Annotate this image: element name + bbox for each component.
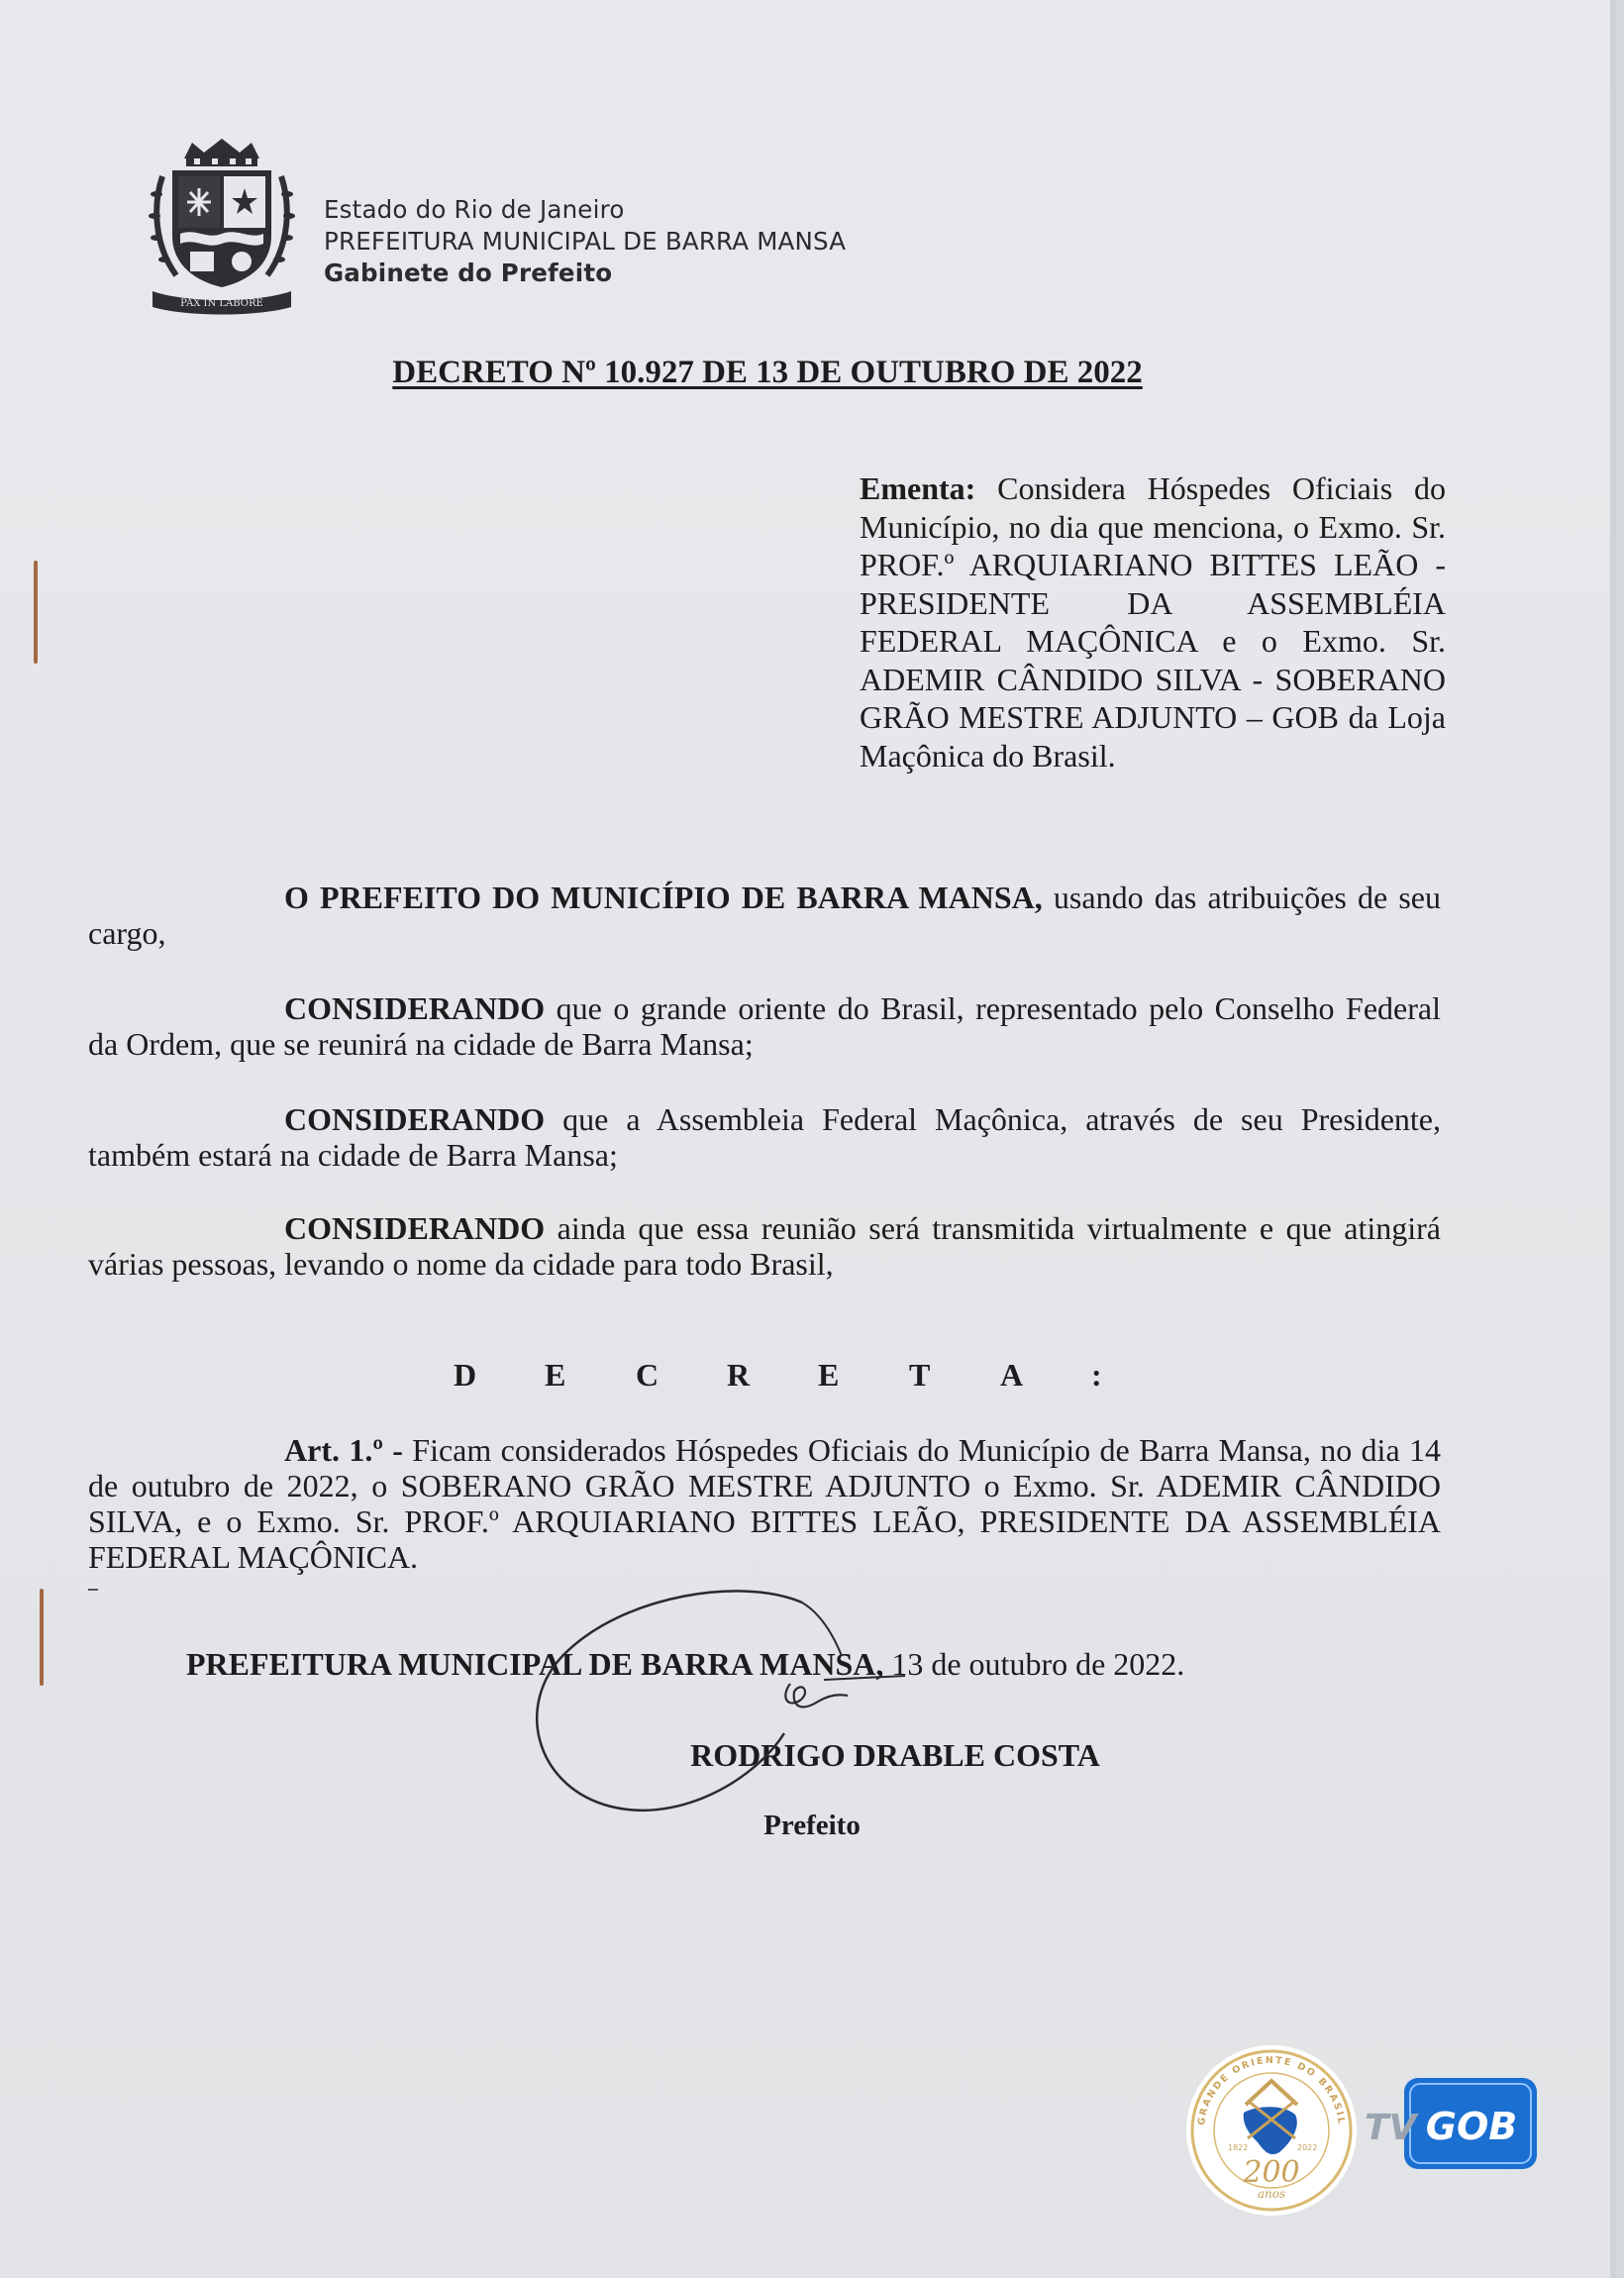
considerando-1-text: que o grande oriente do Brasil, representado pelo Conselho Federal da Ordem, que se reunirá na cidade de Barra Mansa; xyxy=(88,990,1441,1062)
staple-mark xyxy=(40,1589,44,1686)
closing-place: PREFEITURA MUNICIPAL DE BARRA MANSA, xyxy=(186,1646,884,1682)
decreta-letter: A xyxy=(1000,1357,1024,1393)
seal-word: anos xyxy=(1257,2187,1286,2201)
state-name: Estado do Rio de Janeiro xyxy=(324,195,625,224)
decreta-letter: R xyxy=(727,1357,751,1393)
decreta-letter: : xyxy=(1091,1357,1102,1393)
seal-year-left: 1822 xyxy=(1228,2143,1249,2152)
tv-gob-logo xyxy=(1359,2074,1543,2177)
decreta-letter: D xyxy=(454,1357,477,1393)
letterhead xyxy=(324,194,846,289)
municipal-crest-icon xyxy=(147,137,297,317)
dash-mark xyxy=(88,1589,98,1591)
signer-role: Prefeito xyxy=(763,1810,861,1841)
paragraph-considerando-3 xyxy=(88,1210,1441,1282)
decreta-letter: E xyxy=(818,1357,840,1393)
office-name: Gabinete do Prefeito xyxy=(324,259,613,287)
seal-number: 200 xyxy=(1243,2155,1300,2190)
article-1-label: Art. 1.º - xyxy=(284,1432,403,1468)
considerando-2-text: que a Assembleia Federal Maçônica, através de seu Presidente, também estará na cidade de Barra Mansa; xyxy=(88,1101,1441,1173)
decreta-heading xyxy=(454,1357,1182,1394)
tv-text: TV xyxy=(1365,2108,1417,2148)
ementa-text: Considera Hóspedes Oficiais do Município, no dia que menciona, o Exmo. Sr. PROF.º ARQUIARIANO BITTES LEÃO -PRESIDENTE DA ASSEMBLÉIA FEDERAL MAÇÔNICA e o Exmo. Sr. ADEMIR CÂNDIDO SILVA - SOBERANO GRÃO MESTRE ADJUNTO – GOB da Loja Maçônica do Brasil. xyxy=(860,470,1447,774)
prefeito-lead: O PREFEITO DO MUNICÍPIO DE BARRA MANSA, xyxy=(284,880,1043,915)
article-1 xyxy=(88,1432,1441,1575)
handwritten-signature xyxy=(505,1585,921,1822)
signer-name: RODRIGO DRABLE COSTA xyxy=(690,1737,1100,1773)
prefeito-text: usando das atribuições de seu cargo, xyxy=(88,880,1442,951)
ementa-block xyxy=(860,469,1446,775)
gob-text: GOB xyxy=(1425,2105,1518,2148)
decree-title: DECRETO Nº 10.927 DE 13 DE OUTUBRO DE 2022 xyxy=(392,355,1143,390)
paragraph-considerando-1 xyxy=(88,990,1441,1062)
decreta-letter: E xyxy=(545,1357,566,1393)
paragraph-prefeito xyxy=(88,880,1441,951)
considerando-label: CONSIDERANDO xyxy=(284,1101,546,1137)
seal-year-right: 2022 xyxy=(1297,2143,1318,2152)
considerando-3-text: ainda que essa reunião será transmitida virtualmente e que atingirá várias pessoas, levando o nome da cidade para todo Brasil, xyxy=(88,1210,1441,1282)
gob-200-anos-seal xyxy=(1184,2043,1359,2218)
considerando-label: CONSIDERANDO xyxy=(284,990,546,1026)
svg-text:PAX IN LABORE: PAX IN LABORE xyxy=(180,298,263,309)
article-1-text: Ficam considerados Hóspedes Oficiais do Município de Barra Mansa, no dia 14 de outubro de 2022, o SOBERANO GRÃO MESTRE ADJUNTO o Exmo. Sr. ADEMIR CÂNDIDO SILVA, e o Exmo. Sr. PROF.º ARQUIARIANO BITTES LEÃO, PRESIDENTE DA ASSEMBLÉIA FEDERAL MAÇÔNICA. xyxy=(88,1432,1442,1575)
paragraph-considerando-2 xyxy=(88,1101,1441,1173)
considerando-label: CONSIDERANDO xyxy=(284,1210,546,1246)
decreta-letter: T xyxy=(909,1357,931,1393)
staple-mark xyxy=(34,561,38,664)
prefecture-name: PREFEITURA MUNICIPAL DE BARRA MANSA xyxy=(324,227,847,256)
closing-date: 13 de outubro de 2022. xyxy=(883,1646,1185,1682)
seal-top-text: GRANDE ORIENTE DO BRASIL xyxy=(1196,2054,1347,2126)
ementa-label: Ementa: xyxy=(860,470,976,506)
decreta-letter: C xyxy=(636,1357,660,1393)
